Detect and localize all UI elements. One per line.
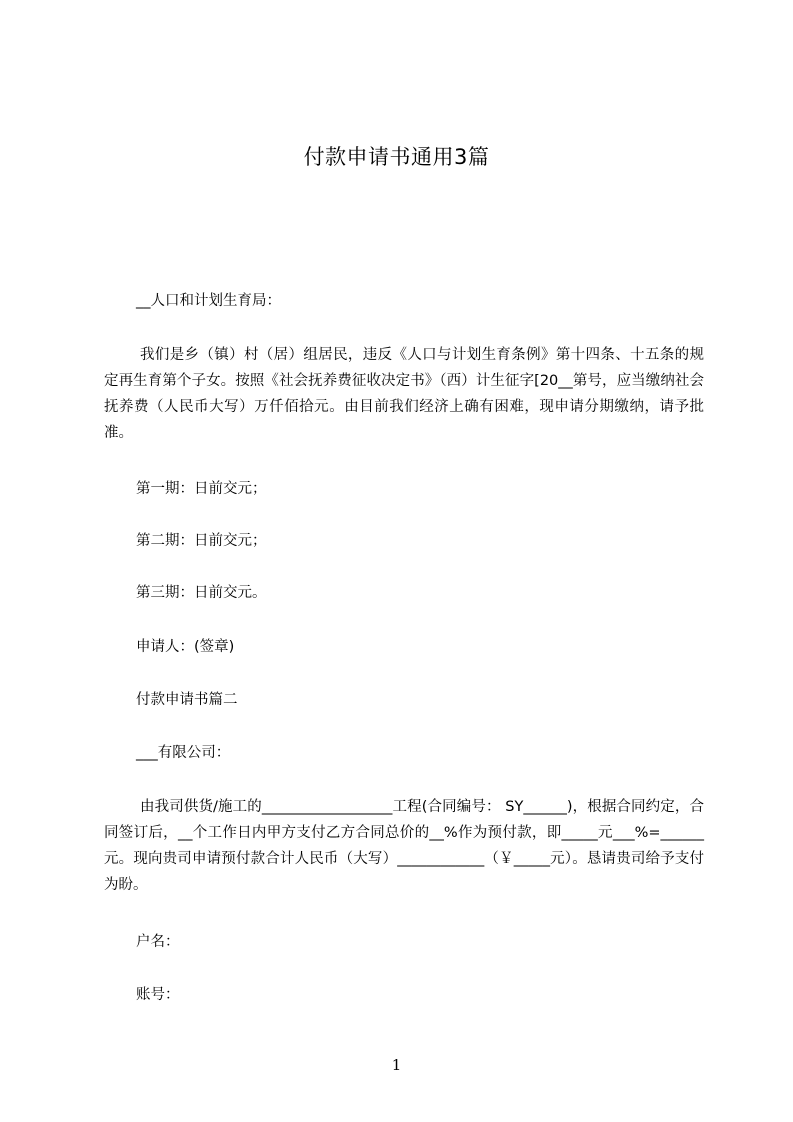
section-heading-part-two: 付款申请书篇二 (136, 692, 238, 708)
account-number-field: 账号： (136, 987, 180, 1003)
advance-payment-paragraph: 由我司供货/施工的__________________工程(合同编号： SY______)，根据合同约定，合同签订后，__个工作日内甲方支付乙方合同总价的__%作为预付款，即_____元___%=______元。现向贵司申请预付款合计人民币（大写）____________（￥_____元）。恳请贵司给予支付为盼。 (104, 799, 704, 893)
addressee-population-bureau: __人口和计划生育局： (136, 293, 281, 309)
addressee-company: ___有限公司： (136, 745, 231, 761)
installment-first: 第一期：日前交元； (136, 481, 267, 497)
account-name-field: 户名： (136, 934, 180, 950)
installment-second: 第二期：日前交元； (136, 533, 267, 549)
installment-request-paragraph: 我们是乡（镇）村（居）组居民，违反《人口与计划生育条例》第十四条、十五条的规定再生育第个子女。按照《社会抚养费征收决定书》（西）计生征字[20__第号，应当缴纳社会抚养费（人民币大写）万仟佰拾元。由目前我们经济上确有困难，现申请分期缴纳，请予批准。 (104, 347, 704, 441)
page-number: 1 (391, 1056, 402, 1074)
page-title: 付款申请书通用3篇 (303, 145, 490, 169)
installment-third: 第三期：日前交元。 (136, 585, 267, 601)
applicant-signature-line: 申请人：(签章) (136, 639, 235, 655)
